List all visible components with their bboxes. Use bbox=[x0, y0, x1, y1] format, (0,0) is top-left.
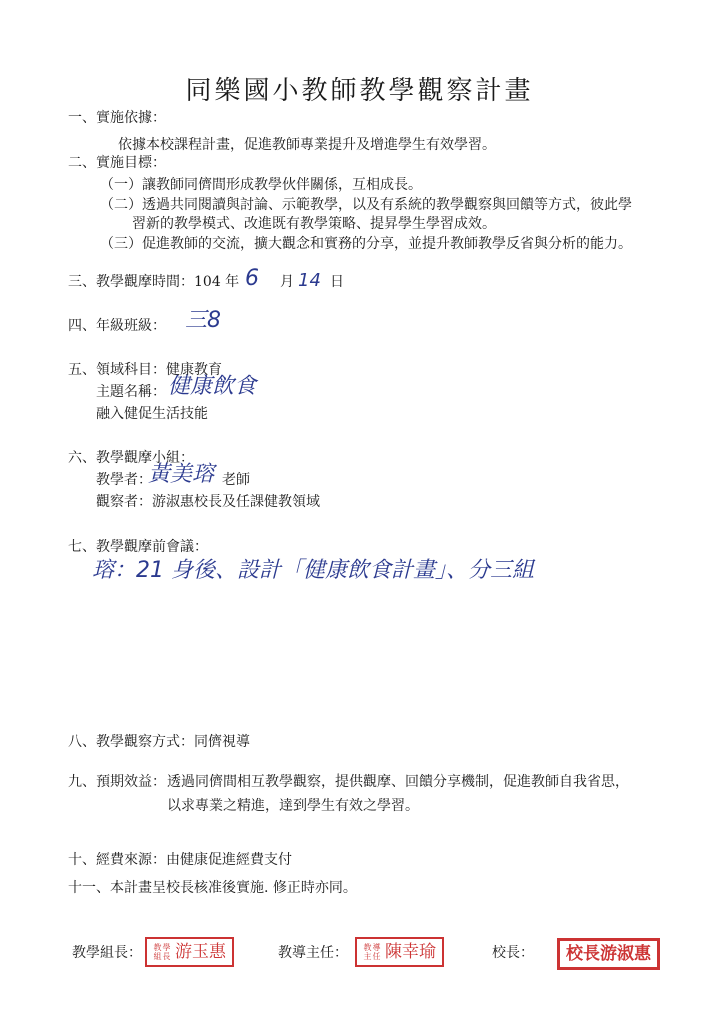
section-9-label: 九、預期效益： bbox=[68, 774, 166, 790]
section-2-heading: 二、實施目標： bbox=[68, 155, 166, 171]
section-5-heading: 五、領域科目：健康教育 bbox=[68, 362, 222, 378]
section-1-heading: 一、實施依據： bbox=[68, 110, 166, 126]
page-title: 同樂國小教師教學觀察計畫 bbox=[185, 76, 534, 106]
section-4-value: 三8 bbox=[185, 308, 221, 333]
section-6-heading: 六、教學觀摩小組： bbox=[68, 450, 194, 466]
section-6-teacher-label: 教學者： bbox=[96, 472, 152, 488]
section-3-month-label: 月 bbox=[280, 274, 294, 290]
section-5-line3: 融入健促生活技能 bbox=[96, 406, 208, 422]
section-3-month: 6 bbox=[245, 266, 259, 291]
leader-label: 教學組長： bbox=[72, 945, 142, 961]
section-6-teacher-suffix: 老師 bbox=[222, 472, 250, 488]
section-5-theme-value: 健康飲食 bbox=[168, 374, 257, 399]
leader-stamp-name: 游玉惠 bbox=[175, 942, 226, 962]
section-10: 十、經費來源：由健康促進經費支付 bbox=[68, 852, 292, 868]
director-label: 教導主任： bbox=[278, 945, 348, 961]
section-7-heading: 七、教學觀摩前會議： bbox=[68, 539, 208, 555]
section-9-line1: 透過同儕間相互教學觀察，提供觀摩、回饋分享機制，促進教師自我省思， bbox=[167, 774, 629, 790]
section-7-note: 瑢：21 身後、設計「健康飲食計畫」、分三組 bbox=[92, 558, 534, 583]
section-6-teacher-name: 黃美瑢 bbox=[148, 462, 215, 487]
section-5-theme-label: 主題名稱： bbox=[96, 384, 166, 400]
section-6-observer: 觀察者：游淑惠校長及任課健教領域 bbox=[96, 494, 320, 510]
principal-label: 校長： bbox=[492, 945, 534, 961]
section-3-day-label: 日 bbox=[330, 274, 344, 290]
section-3-prefix: 三、教學觀摩時間：104 年 bbox=[68, 274, 240, 290]
section-1-body: 依據本校課程計畫，促進教師專業提升及增進學生有效學習。 bbox=[118, 137, 496, 153]
section-2-item: （三）促進教師的交流，擴大觀念和實務的分享，並提升教師教學反省與分析的能力。 bbox=[100, 236, 632, 252]
section-11: 十一、本計畫呈校長核准後實施. 修正時亦同。 bbox=[68, 880, 357, 896]
section-9-line2: 以求專業之精進，達到學生有效之學習。 bbox=[167, 798, 419, 814]
leader-stamp-title: 教 學 組 長 bbox=[153, 943, 171, 961]
section-3-day: 14 bbox=[298, 270, 321, 291]
director-stamp bbox=[355, 937, 444, 967]
section-2-item: （一）讓教師同儕間形成教學伙伴關係，互相成長。 bbox=[100, 177, 422, 193]
section-2-item: 習新的教學模式、改進既有教學策略、提昇學生學習成效。 bbox=[132, 216, 496, 232]
section-4-heading: 四、年級班級： bbox=[68, 318, 166, 334]
section-2-item: （二）透過共同閱讀與討論、示範教學，以及有系統的教學觀察與回饋等方式，彼此學 bbox=[100, 197, 632, 213]
principal-stamp: 校長游淑惠 bbox=[557, 938, 660, 970]
director-stamp-title: 教 導 主 任 bbox=[363, 943, 381, 961]
director-stamp-name: 陳幸瑜 bbox=[385, 942, 436, 962]
section-8: 八、教學觀察方式：同儕視導 bbox=[68, 734, 250, 750]
leader-stamp bbox=[145, 937, 234, 967]
